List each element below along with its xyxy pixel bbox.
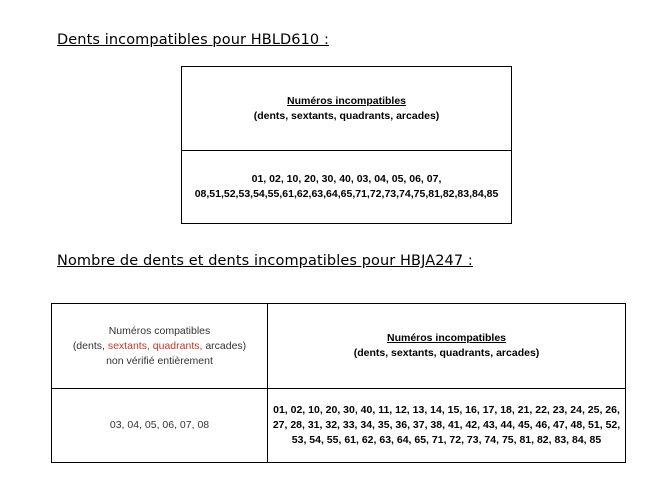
incompatible-header-cell [268, 304, 625, 388]
paren-close-text: arcades) [202, 339, 247, 352]
incompatible-table-hbld610 [181, 66, 512, 224]
compatible-header-note: non vérifié entièrement [106, 354, 213, 367]
compatible-header-cell [52, 304, 267, 388]
compatible-header-title: Numéros compatibles [108, 324, 211, 337]
incompatible-values-line-2: 27, 28, 31, 32, 33, 34, 35, 36, 37, 38, 41, 42, 43, 44, 45, 46, 47, 48, 51, 52, [272, 419, 621, 431]
values-line-1: 01, 02, 10, 20, 30, 40, 03, 04, 05, 06, 07, [251, 173, 442, 185]
incompatible-values-line-3: 53, 54, 55, 61, 62, 63, 64, 65, 71, 72, 73, 74, 75, 81, 82, 83, 84, 85 [291, 434, 602, 446]
compat-table-hbja247 [51, 303, 626, 463]
compatible-values: 03, 04, 05, 06, 07, 08 [109, 419, 210, 431]
incompatible-header-title: Numéros incompatibles [386, 332, 507, 344]
incompatible-values-cell [268, 389, 625, 462]
header-subtitle: (dents, sextants, quadrants, arcades) [253, 109, 440, 122]
header-title: Numéros incompatibles [286, 94, 407, 107]
section-heading-hbld610: Dents incompatibles pour HBLD610 : [57, 32, 329, 48]
values-line-2: 08,51,52,53,54,55,61,62,63,64,65,71,72,73,74,75,81,82,83,84,85 [194, 188, 499, 200]
incompatible-header-subtitle: (dents, sextants, quadrants, arcades) [353, 347, 540, 359]
highlighted-text: sextants, quadrants, [107, 339, 203, 352]
incompatible-values-line-1: 01, 02, 10, 20, 30, 40, 11, 12, 13, 14, 15, 16, 17, 18, 21, 22, 23, 24, 25, 26, [273, 404, 620, 416]
paren-open-text: (dents, [72, 339, 108, 352]
section-heading-hbja247: Nombre de dents et dents incompatibles pour HBJA247 : [57, 253, 473, 269]
table-header-cell [182, 67, 511, 150]
table-values-cell [182, 151, 511, 223]
compatible-header-subtitle [73, 339, 246, 354]
compatible-values-cell [52, 389, 267, 462]
